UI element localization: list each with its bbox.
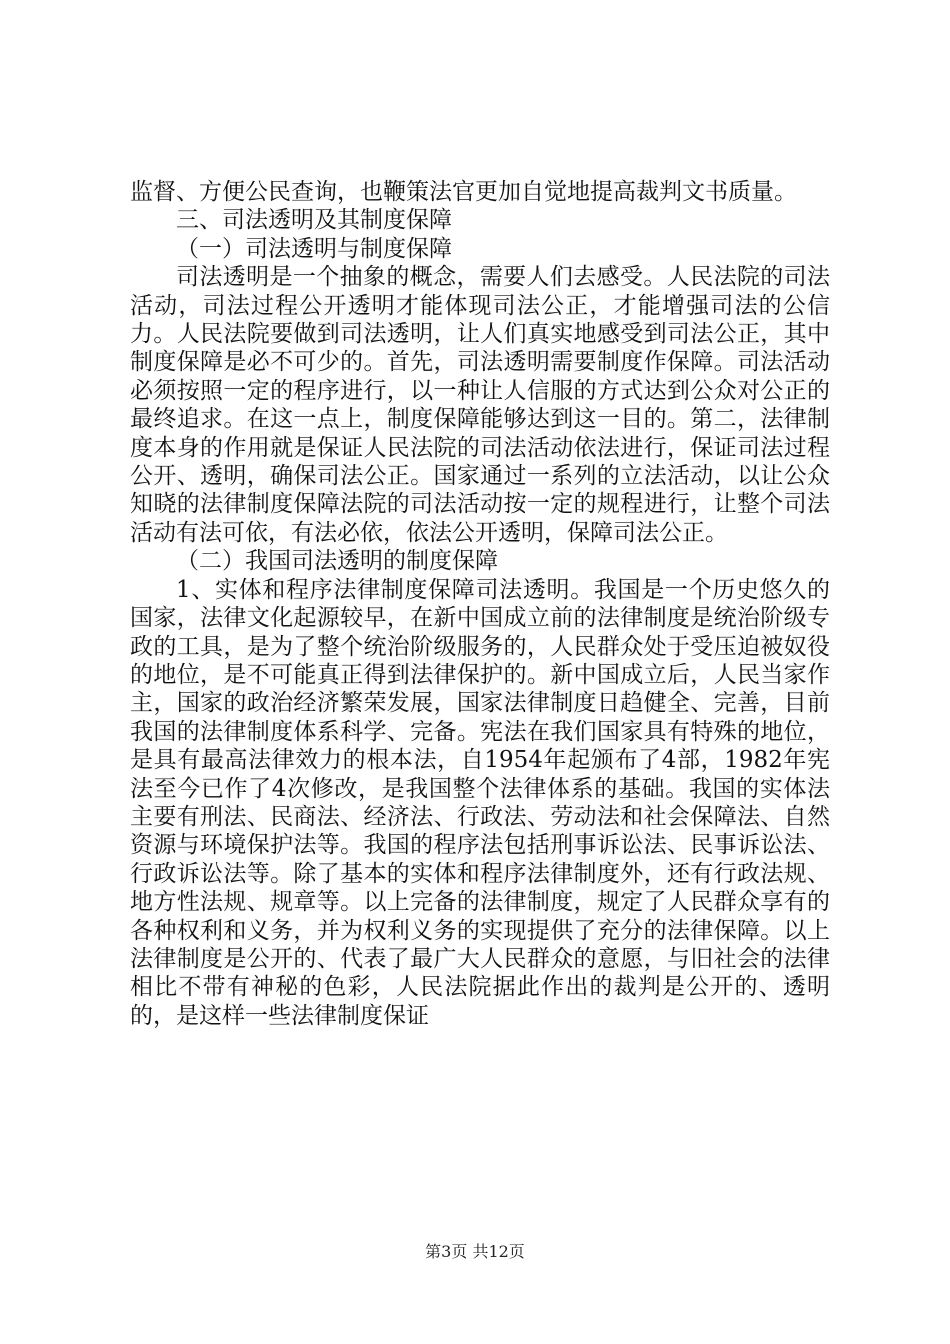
subsection-heading-1: （一）司法透明与制度保障 [176, 235, 452, 262]
subsection-heading-2: （二）我国司法透明的制度保障 [176, 548, 498, 575]
paragraph-continuation: 监督、方便公民查询，也鞭策法官更加自觉地提高裁判文书质量。 [130, 179, 797, 205]
paragraph-legal-system: 1、实体和程序法律制度保障司法透明。我国是一个历史悠久的国家，法律文化起源较早，在新中国成立前的法律制度是统治阶级专政的工具，是为了整个统治阶级服务的，人民群众处于受压迫被奴役的地位，是不可能真正得到法律保护的。新中国成立后，人民当家作主，国家的政治经济繁荣发展，国家法律制度日趋健全、完善，目前我国的法律制度体系科学、完备。宪法在我们国家具有特殊的地位，是具有最高法律效力的根本法，自1954年起颁布了4部，1982年宪法至今已作了4次修改，是我国整个法律体系的基础。我国的实体法主要有刑法、民商法、经济法、行政法、劳动法和社会保障法、自然资源与环境保护法等。我国的程序法包括刑事诉讼法、民事诉讼法、行政诉讼法等。除了基本的实体和程序法律制度外，还有行政法规、地方性法规、规章等。以上完备的法律制度，规定了人民群众享有的各种权利和义务，并为权利义务的实现提供了充分的法律保障。以上法律制度是公开的、代表了最广大人民群众的意愿，与旧社会的法律相比不带有神秘的色彩，人民法院据此作出的裁判是公开的、透明的，是这样一些法律制度保证 [130, 576, 830, 1029]
document-body [130, 178, 830, 1030]
page-number-footer: 第3页 共12页 [425, 1242, 525, 1261]
section-heading: 三、司法透明及其制度保障 [176, 207, 452, 234]
paragraph-judicial-transparency: 司法透明是一个抽象的概念，需要人们去感受。人民法院的司法活动，司法过程公开透明才能体现司法公正，才能增强司法的公信力。人民法院要做到司法透明，让人们真实地感受到司法公正，其中制度保障是必不可少的。首先，司法透明需要制度作保障。司法活动必须按照一定的程序进行，以一种让人信服的方式达到公众对公正的最终追求。在这一点上，制度保障能够达到这一目的。第二，法律制度本身的作用就是保证人民法院的司法活动依法进行，保证司法过程公开、透明，确保司法公正。国家通过一系列的立法活动，以让公众知晓的法律制度保障法院的司法活动按一定的规程进行，让整个司法活动有法可依，有法必依，依法公开透明，保障司法公正。 [130, 264, 830, 546]
